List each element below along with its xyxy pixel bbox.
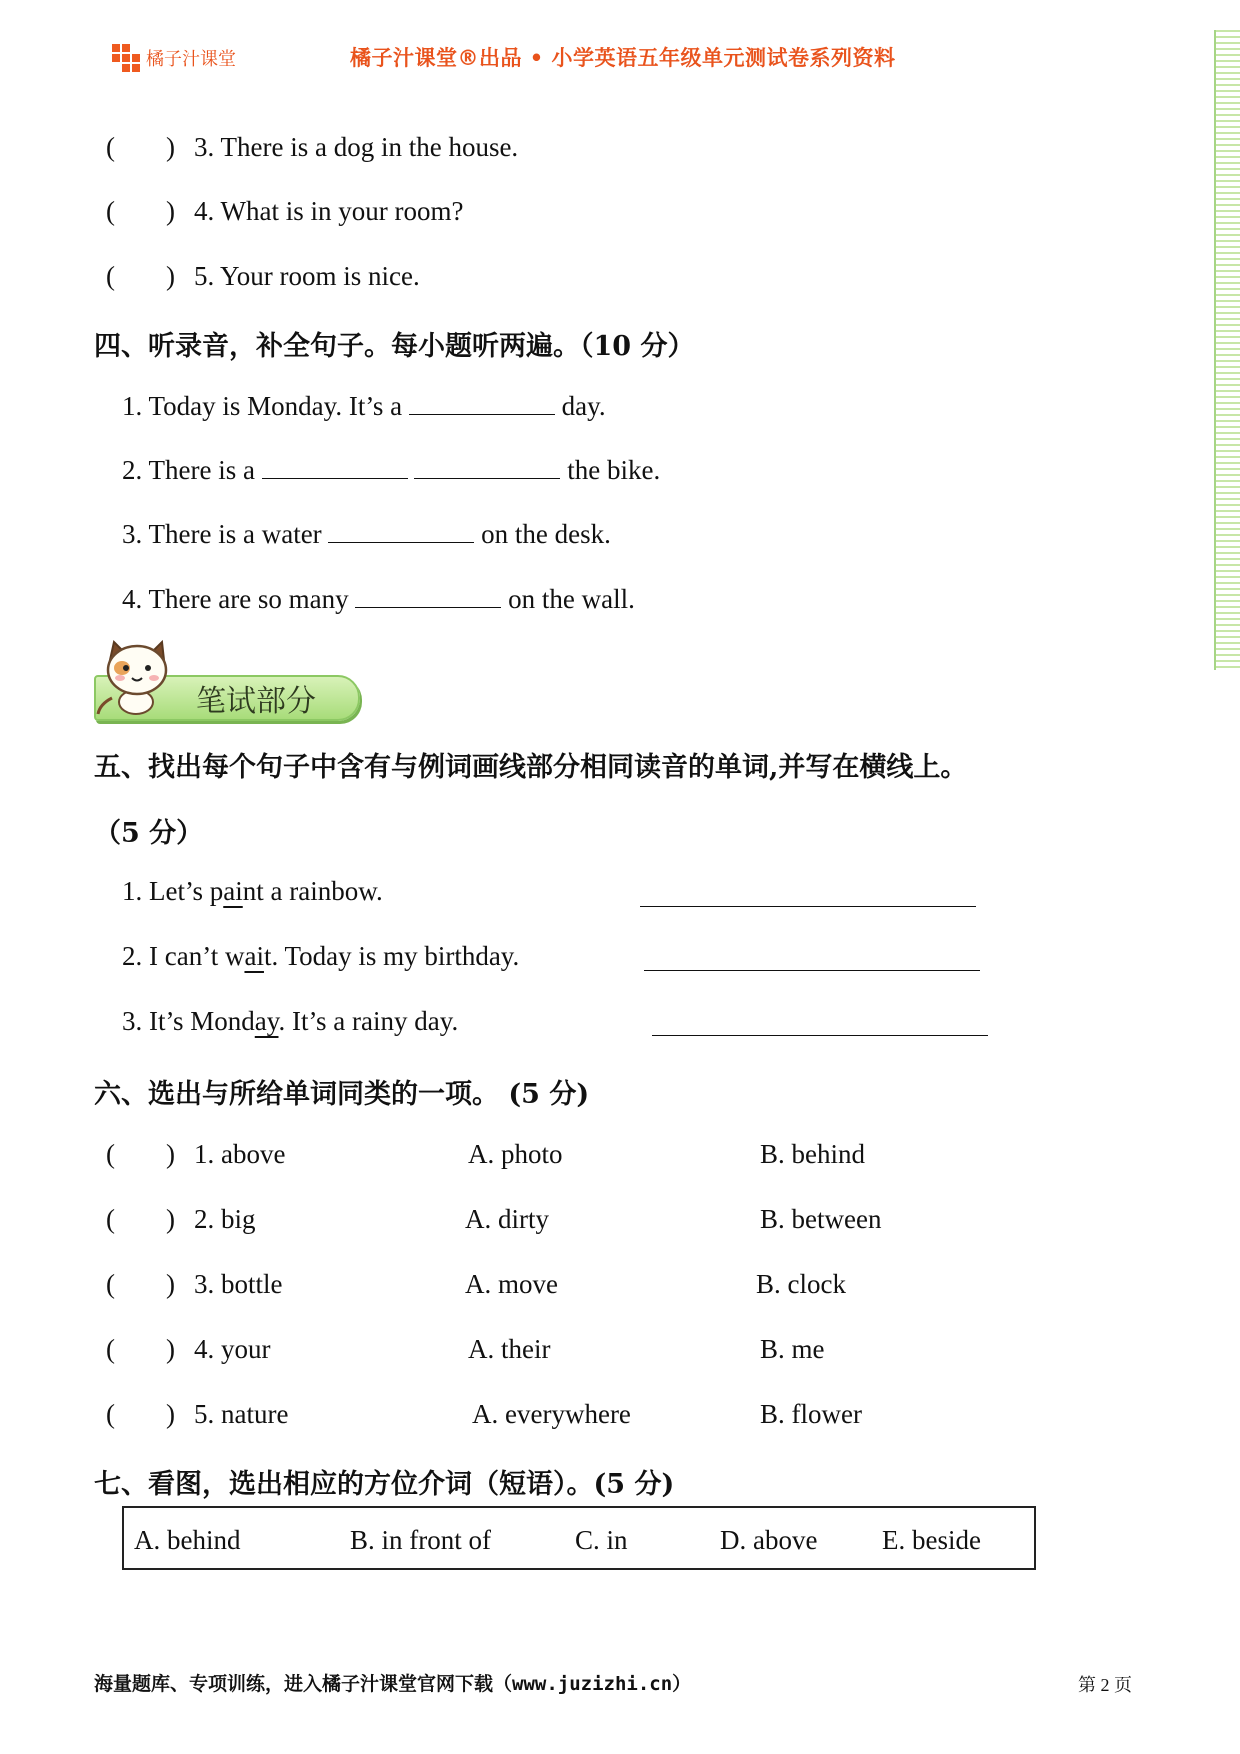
choice-word: 4. your xyxy=(194,1334,271,1364)
phonics-question-1 xyxy=(122,876,383,907)
section-6-heading: 六、选出与所给单词同类的一项。 (5 分) xyxy=(94,1079,590,1110)
answer-paren-open: ( xyxy=(106,1399,115,1429)
position-option: D. above xyxy=(720,1525,818,1555)
page-number: 第 2 页 xyxy=(1078,1675,1132,1695)
cartoon-cat-icon xyxy=(92,638,182,718)
answer-paren-open: ( xyxy=(106,1334,115,1364)
choice-option-b[interactable]: B. clock xyxy=(756,1269,846,1299)
decorative-side-strip xyxy=(1214,30,1240,670)
choice-option-a[interactable]: A. photo xyxy=(468,1139,563,1169)
answer-paren-close: ) xyxy=(166,132,175,162)
fill-question-text: 3. There is a water xyxy=(122,519,322,549)
answer-paren-close: ) xyxy=(166,1204,175,1234)
fill-question-3 xyxy=(122,519,611,550)
fill-question-1 xyxy=(122,391,606,422)
choice-word: 5. nature xyxy=(194,1399,289,1429)
section-5-heading: 五、找出每个句子中含有与例词画线部分相同读音的单词,并写在横线上。 xyxy=(94,752,968,783)
fill-question-text: on the wall. xyxy=(508,584,635,614)
question-text: t. Today is my birthday. xyxy=(263,941,520,971)
answer-paren-close: ) xyxy=(166,1269,175,1299)
choice-word: 1. above xyxy=(194,1139,286,1169)
answer-line[interactable] xyxy=(644,968,980,971)
answer-paren-open: ( xyxy=(106,1204,115,1234)
footer-promo: 海量题库、专项训练，进入橘子汁课堂官网下载（www.juzizhi.cn） xyxy=(94,1673,692,1695)
section-4-heading: 四、听录音，补全句子。每小题听两遍。（10 分） xyxy=(94,331,695,362)
question-item: 5. Your room is nice. xyxy=(194,261,420,291)
choice-option-b[interactable]: B. between xyxy=(760,1204,882,1234)
fill-blank[interactable] xyxy=(414,456,560,479)
answer-paren-close: ) xyxy=(166,1139,175,1169)
answer-line[interactable] xyxy=(640,904,976,907)
underlined-letters: ay xyxy=(254,1006,279,1036)
choice-option-b[interactable]: B. behind xyxy=(760,1139,865,1169)
question-item: 4. What is in your room? xyxy=(194,196,464,226)
header-title: 橘子汁课堂®出品 • 小学英语五年级单元测试卷系列资料 xyxy=(350,46,896,70)
choice-word: 3. bottle xyxy=(194,1269,283,1299)
question-text: . It’s a rainy day. xyxy=(278,1006,459,1036)
fill-question-text: the bike. xyxy=(567,455,661,485)
fill-blank[interactable] xyxy=(262,456,408,479)
fill-blank[interactable] xyxy=(409,392,555,415)
position-option: B. in front of xyxy=(350,1525,491,1555)
choice-option-a[interactable]: A. their xyxy=(468,1334,551,1364)
fill-question-text: 4. There are so many xyxy=(122,584,349,614)
phonics-question-3 xyxy=(122,1006,458,1037)
position-option: A. behind xyxy=(134,1525,241,1555)
choice-option-a[interactable]: A. dirty xyxy=(465,1204,549,1234)
answer-line[interactable] xyxy=(652,1033,988,1036)
position-option: C. in xyxy=(575,1525,628,1555)
question-text: 3. It’s Mond xyxy=(122,1006,255,1036)
fill-blank[interactable] xyxy=(328,520,474,543)
answer-paren-open: ( xyxy=(106,196,115,226)
answer-paren-open: ( xyxy=(106,1139,115,1169)
written-section-label: 笔试部分 xyxy=(196,684,316,719)
fill-question-text: on the desk. xyxy=(481,519,611,549)
underlined-letters: ai xyxy=(244,941,264,971)
fill-blank[interactable] xyxy=(355,585,501,608)
fill-question-text: 1. Today is Monday. It’s a xyxy=(122,391,403,421)
position-option: E. beside xyxy=(882,1525,981,1555)
logo-mark-icon xyxy=(112,44,140,72)
answer-paren-close: ) xyxy=(166,1334,175,1364)
answer-paren-close: ) xyxy=(166,261,175,291)
choice-option-a[interactable]: A. everywhere xyxy=(472,1399,631,1429)
section-7-heading: 七、看图，选出相应的方位介词（短语）。(5 分) xyxy=(94,1469,675,1500)
brand-logo xyxy=(112,40,252,76)
logo-text: 橘子汁课堂 xyxy=(146,49,236,70)
question-text: nt a rainbow. xyxy=(242,876,383,906)
answer-paren-open: ( xyxy=(106,1269,115,1299)
choice-option-a[interactable]: A. move xyxy=(465,1269,558,1299)
question-text: 2. I can’t w xyxy=(122,941,245,971)
section-5-heading-score: （5 分） xyxy=(94,818,204,849)
fill-question-2 xyxy=(122,455,660,486)
answer-paren-close: ) xyxy=(166,1399,175,1429)
answer-paren-open: ( xyxy=(106,132,115,162)
fill-question-text: day. xyxy=(561,391,606,421)
choice-option-b[interactable]: B. flower xyxy=(760,1399,862,1429)
phonics-question-2 xyxy=(122,941,519,972)
fill-question-text: 2. There is a xyxy=(122,455,255,485)
answer-paren-close: ) xyxy=(166,196,175,226)
question-item: 3. There is a dog in the house. xyxy=(194,132,519,162)
choice-word: 2. big xyxy=(194,1204,256,1234)
underlined-letters: ai xyxy=(223,876,243,906)
choice-option-b[interactable]: B. me xyxy=(760,1334,825,1364)
question-text: 1. Let’s p xyxy=(122,876,224,906)
fill-question-4 xyxy=(122,584,635,615)
answer-paren-open: ( xyxy=(106,261,115,291)
